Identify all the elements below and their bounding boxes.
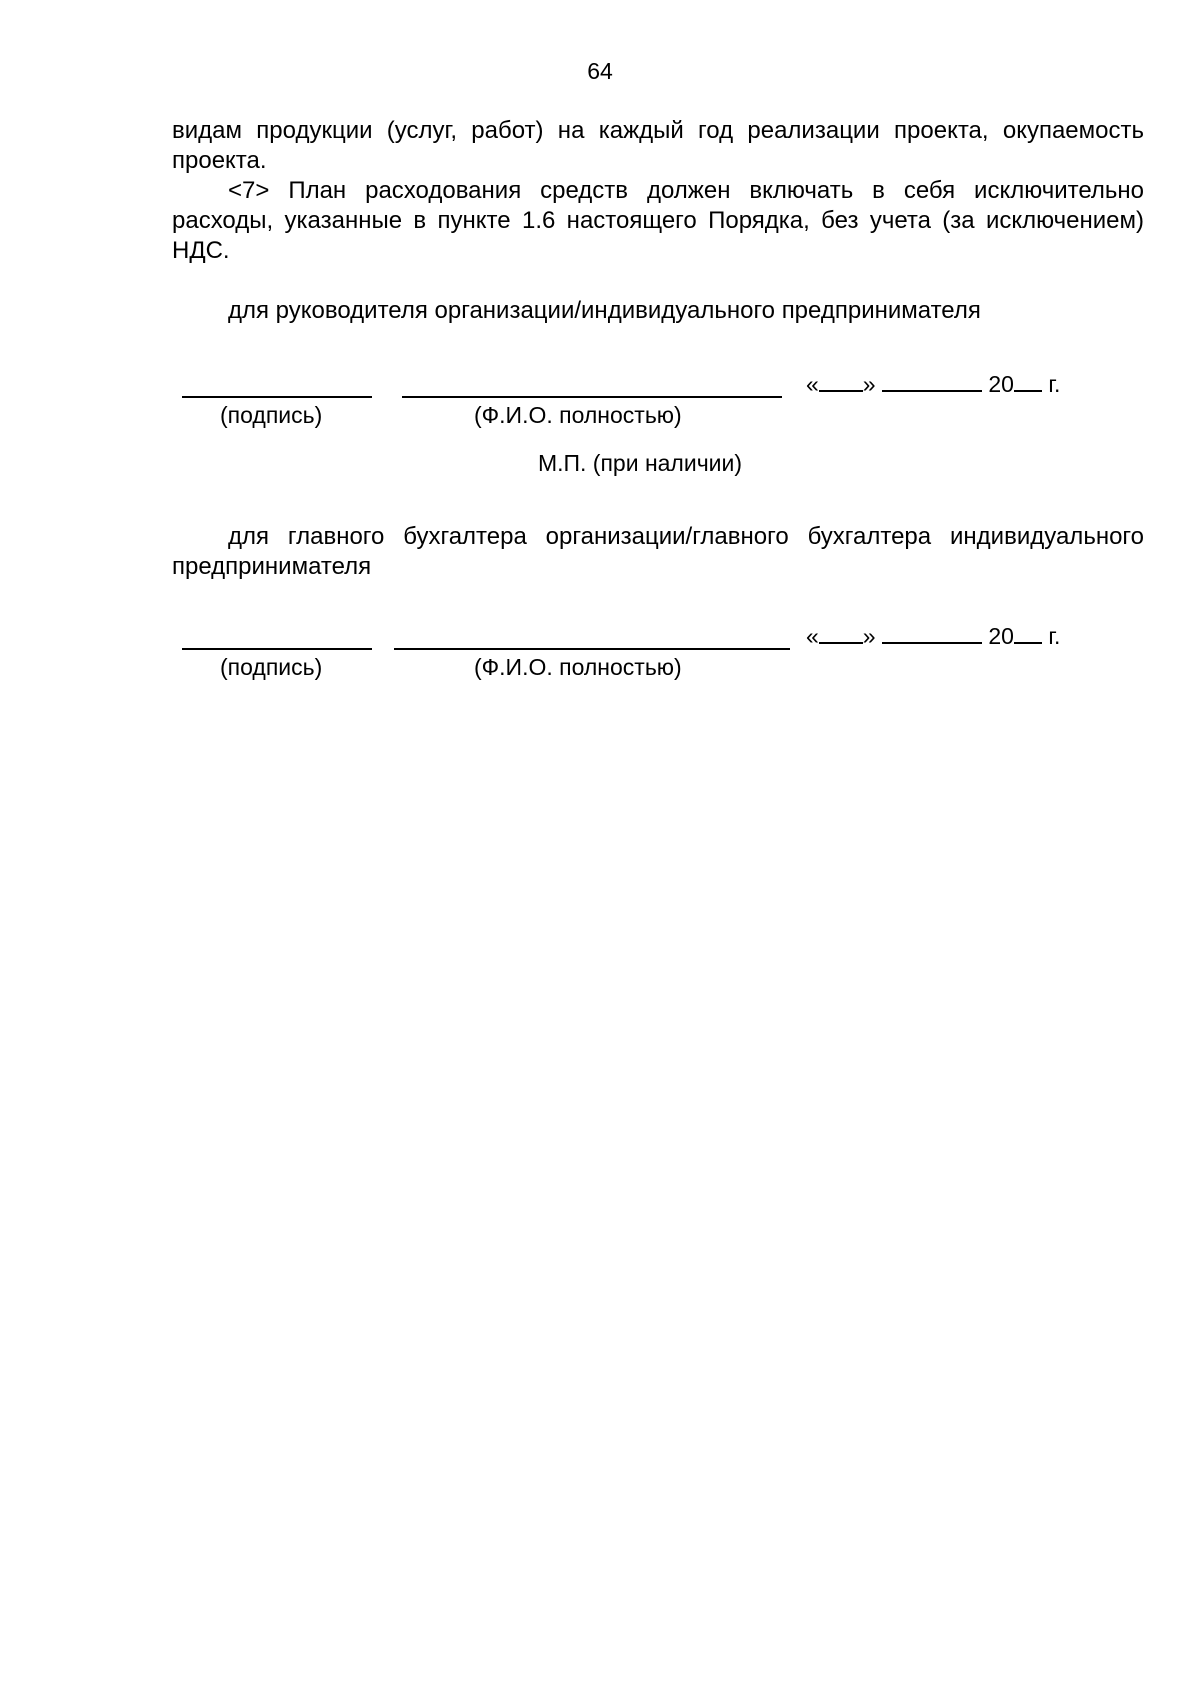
- year-prefix: 20: [988, 623, 1014, 649]
- full-name-line: [402, 396, 782, 398]
- full-name-caption: (Ф.И.О. полностью): [474, 402, 682, 428]
- year-suffix: г.: [1048, 623, 1061, 649]
- year-blank: [1014, 620, 1042, 644]
- page-number: 64: [587, 58, 613, 84]
- year-blank: [1014, 368, 1042, 392]
- director-signature-row: [0, 368, 1200, 432]
- director-signature-heading: для руководителя организации/индивидуального предпринимателя: [228, 297, 981, 324]
- paragraph-continuation: видам продукции (услуг, работ) на каждый год реализации проекта, окупаемость проекта.: [172, 117, 1144, 174]
- month-blank: [882, 368, 982, 392]
- full-name-line: [394, 648, 790, 650]
- year-prefix: 20: [988, 371, 1014, 397]
- signature-caption: (подпись): [220, 402, 323, 428]
- date-open-quote: «: [806, 371, 819, 397]
- year-suffix: г.: [1048, 371, 1061, 397]
- signature-caption: (подпись): [220, 654, 323, 680]
- date-field: [806, 620, 1060, 650]
- accountant-signature-heading: для главного бухгалтера организации/главного бухгалтера индивидуального предпринимателя: [172, 523, 1144, 580]
- accountant-signature-row: [0, 620, 1200, 684]
- full-name-caption: (Ф.И.О. полностью): [474, 654, 682, 680]
- month-blank: [882, 620, 982, 644]
- day-blank: [819, 368, 863, 392]
- day-blank: [819, 620, 863, 644]
- date-field: [806, 368, 1060, 398]
- signature-line: [182, 396, 372, 398]
- footnote-7-paragraph: <7> План расходования средств должен включать в себя исключительно расходы, указанные в пункте 1.6 настоящего Порядка, без учета (за исключением) НДС.: [172, 177, 1144, 264]
- stamp-note: М.П. (при наличии): [537, 450, 743, 476]
- date-close-quote: »: [862, 623, 876, 649]
- date-open-quote: «: [806, 623, 819, 649]
- date-close-quote: »: [862, 371, 876, 397]
- signature-line: [182, 648, 372, 650]
